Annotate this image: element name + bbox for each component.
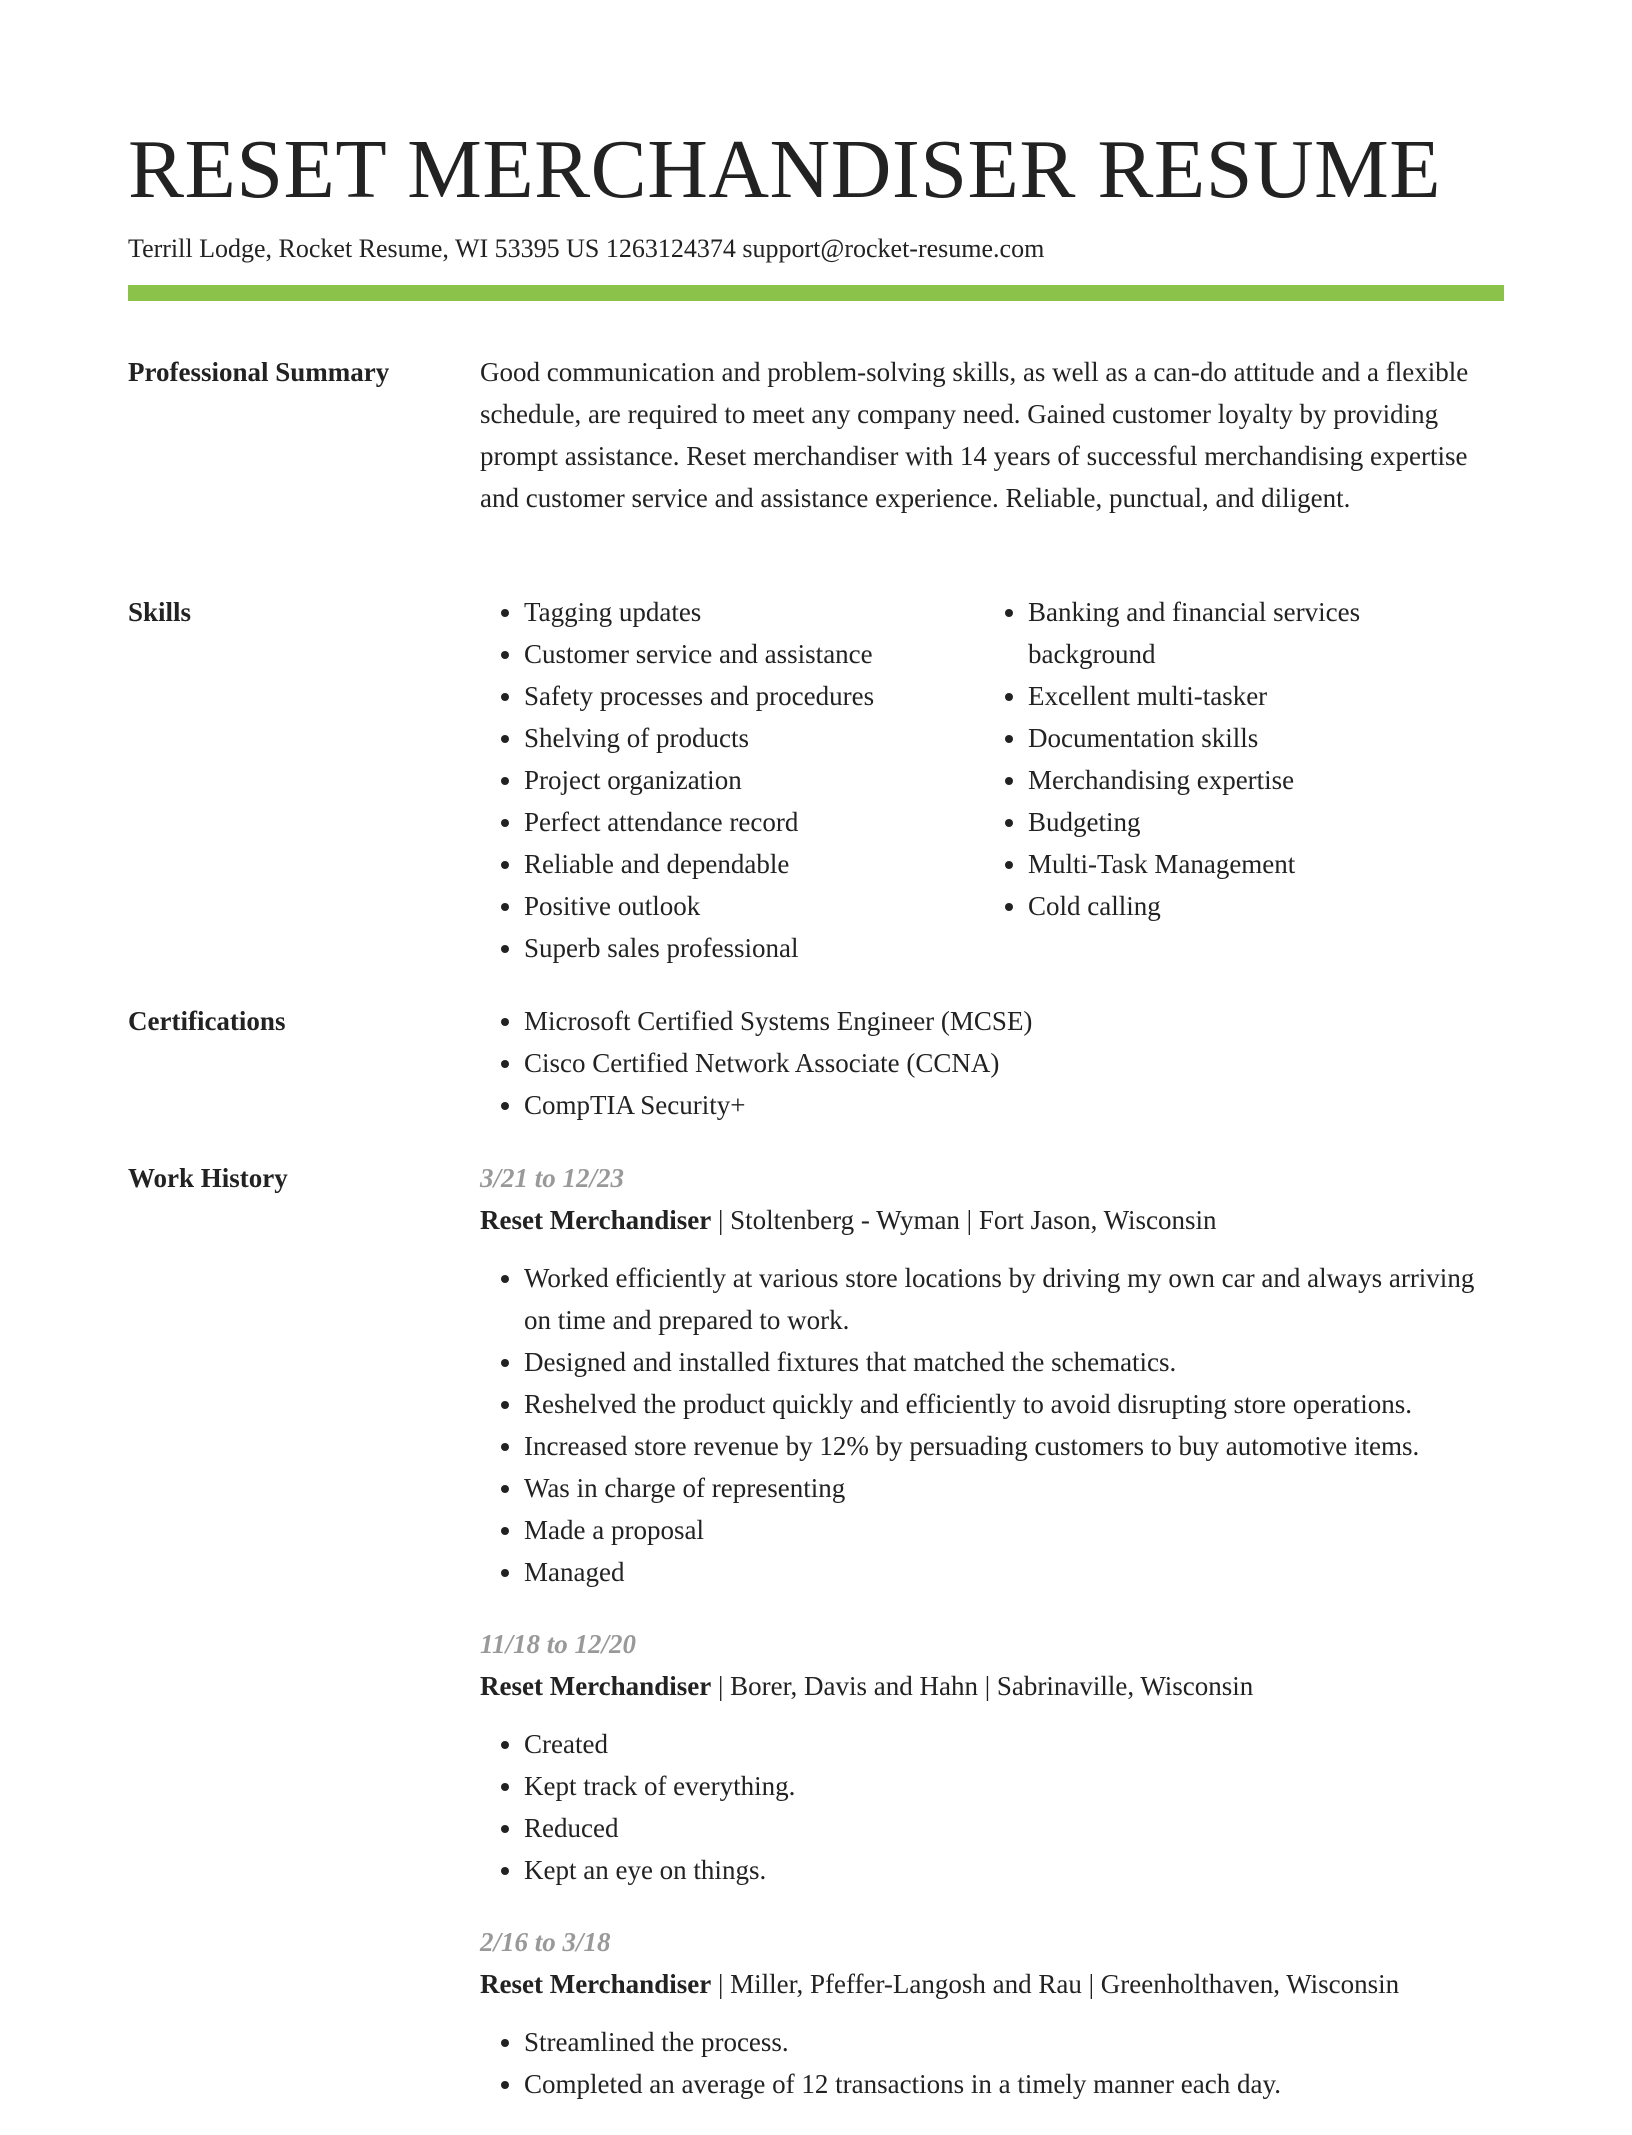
work-history-heading: Work History <box>128 1163 288 1193</box>
job-duty-item: • Created <box>524 1723 1504 1765</box>
certification-item: • Cisco Certified Network Associate (CCNA) <box>524 1042 1504 1084</box>
job-duties-list <box>480 2021 1504 2105</box>
job-duties-list <box>480 1723 1504 1891</box>
job-duty-item: • Kept track of everything. <box>524 1765 1504 1807</box>
job-company-location: | Borer, Davis and Hahn | Sabrinaville, Wisconsin <box>711 1671 1254 1701</box>
job-duty-item: • Completed an average of 12 transactions in a timely manner each day. <box>524 2063 1504 2105</box>
job-entry <box>480 1921 1504 2105</box>
summary-heading: Professional Summary <box>128 357 390 387</box>
resume-title: RESET MERCHANDISER RESUME <box>128 123 1442 216</box>
job-role: Reset Merchandiser <box>480 1969 712 1999</box>
job-duty-item: • Increased store revenue by 12% by persuading customers to buy automotive items. <box>524 1425 1504 1467</box>
skills-list-1 <box>480 591 984 969</box>
certifications-body <box>480 1000 1504 1126</box>
skill-item: • Project organization <box>524 759 984 801</box>
job-duties-list <box>480 1257 1504 1593</box>
job-company-location: | Stoltenberg - Wyman | Fort Jason, Wisconsin <box>711 1205 1217 1235</box>
job-title-line <box>480 1199 1504 1241</box>
skill-item: • Excellent multi-tasker <box>1028 675 1488 717</box>
skill-item: • Documentation skills <box>1028 717 1488 759</box>
skills-heading: Skills <box>128 597 192 627</box>
job-duty-item: • Reshelved the product quickly and efficiently to avoid disrupting store operations. <box>524 1383 1504 1425</box>
summary-text: Good communication and problem-solving skills, as well as a can-do attitude and a flexible schedule, are required to meet any company need. Gained customer loyalty by providing prompt assistance. Reset merchandiser with 14 years of successful merchandising expertise and customer service and assistance experience. Reliable, punctual, and diligent. <box>480 357 1469 513</box>
certification-item: • CompTIA Security+ <box>524 1084 1504 1126</box>
job-dates: 2/16 to 3/18 <box>480 1927 611 1957</box>
skills-column-2 <box>984 591 1488 969</box>
job-title-line <box>480 1963 1504 2005</box>
skill-item: • Positive outlook <box>524 885 984 927</box>
skills-body <box>480 591 1504 969</box>
certifications-list <box>480 1000 1504 1126</box>
job-dates: 3/21 to 12/23 <box>480 1163 625 1193</box>
skills-list-2 <box>984 591 1488 927</box>
job-company-location: | Miller, Pfeffer-Langosh and Rau | Greenholthaven, Wisconsin <box>711 1969 1400 1999</box>
job-entry <box>480 1623 1504 1891</box>
summary-body <box>480 351 1504 519</box>
job-duty-item: • Kept an eye on things. <box>524 1849 1504 1891</box>
skill-item: • Budgeting <box>1028 801 1488 843</box>
job-title-line <box>480 1665 1504 1707</box>
skill-item: • Merchandising expertise <box>1028 759 1488 801</box>
skill-item: • Tagging updates <box>524 591 984 633</box>
work-history-body <box>480 1157 1504 2135</box>
certifications-heading: Certifications <box>128 1006 286 1036</box>
skill-item: • Customer service and assistance <box>524 633 984 675</box>
job-duty-item: • Reduced <box>524 1807 1504 1849</box>
job-duty-item: • Streamlined the process. <box>524 2021 1504 2063</box>
job-duty-item: • Designed and installed fixtures that matched the schematics. <box>524 1341 1504 1383</box>
job-duty-item: • Worked efficiently at various store locations by driving my own car and always arriving on time and prepared to work. <box>524 1257 1504 1341</box>
skill-item: • Banking and financial services background <box>1028 591 1488 675</box>
job-duty-item: • Managed <box>524 1551 1504 1593</box>
skill-item: • Safety processes and procedures <box>524 675 984 717</box>
skill-item: • Perfect attendance record <box>524 801 984 843</box>
job-dates: 11/18 to 12/20 <box>480 1629 637 1659</box>
skill-item: • Cold calling <box>1028 885 1488 927</box>
job-role: Reset Merchandiser <box>480 1671 712 1701</box>
skill-item: • Reliable and dependable <box>524 843 984 885</box>
skill-item: • Multi-Task Management <box>1028 843 1488 885</box>
skills-column-1 <box>480 591 984 969</box>
job-duty-item: • Made a proposal <box>524 1509 1504 1551</box>
job-entry <box>480 1157 1504 1593</box>
certification-item: • Microsoft Certified Systems Engineer (MCSE) <box>524 1000 1504 1042</box>
job-role: Reset Merchandiser <box>480 1205 712 1235</box>
job-duty-item: • Was in charge of representing <box>524 1467 1504 1509</box>
contact-info: Terrill Lodge, Rocket Resume, WI 53395 US 1263124374 support@rocket-resume.com <box>128 234 1045 263</box>
skill-item: • Superb sales professional <box>524 927 984 969</box>
skill-item: • Shelving of products <box>524 717 984 759</box>
accent-divider <box>128 285 1504 301</box>
